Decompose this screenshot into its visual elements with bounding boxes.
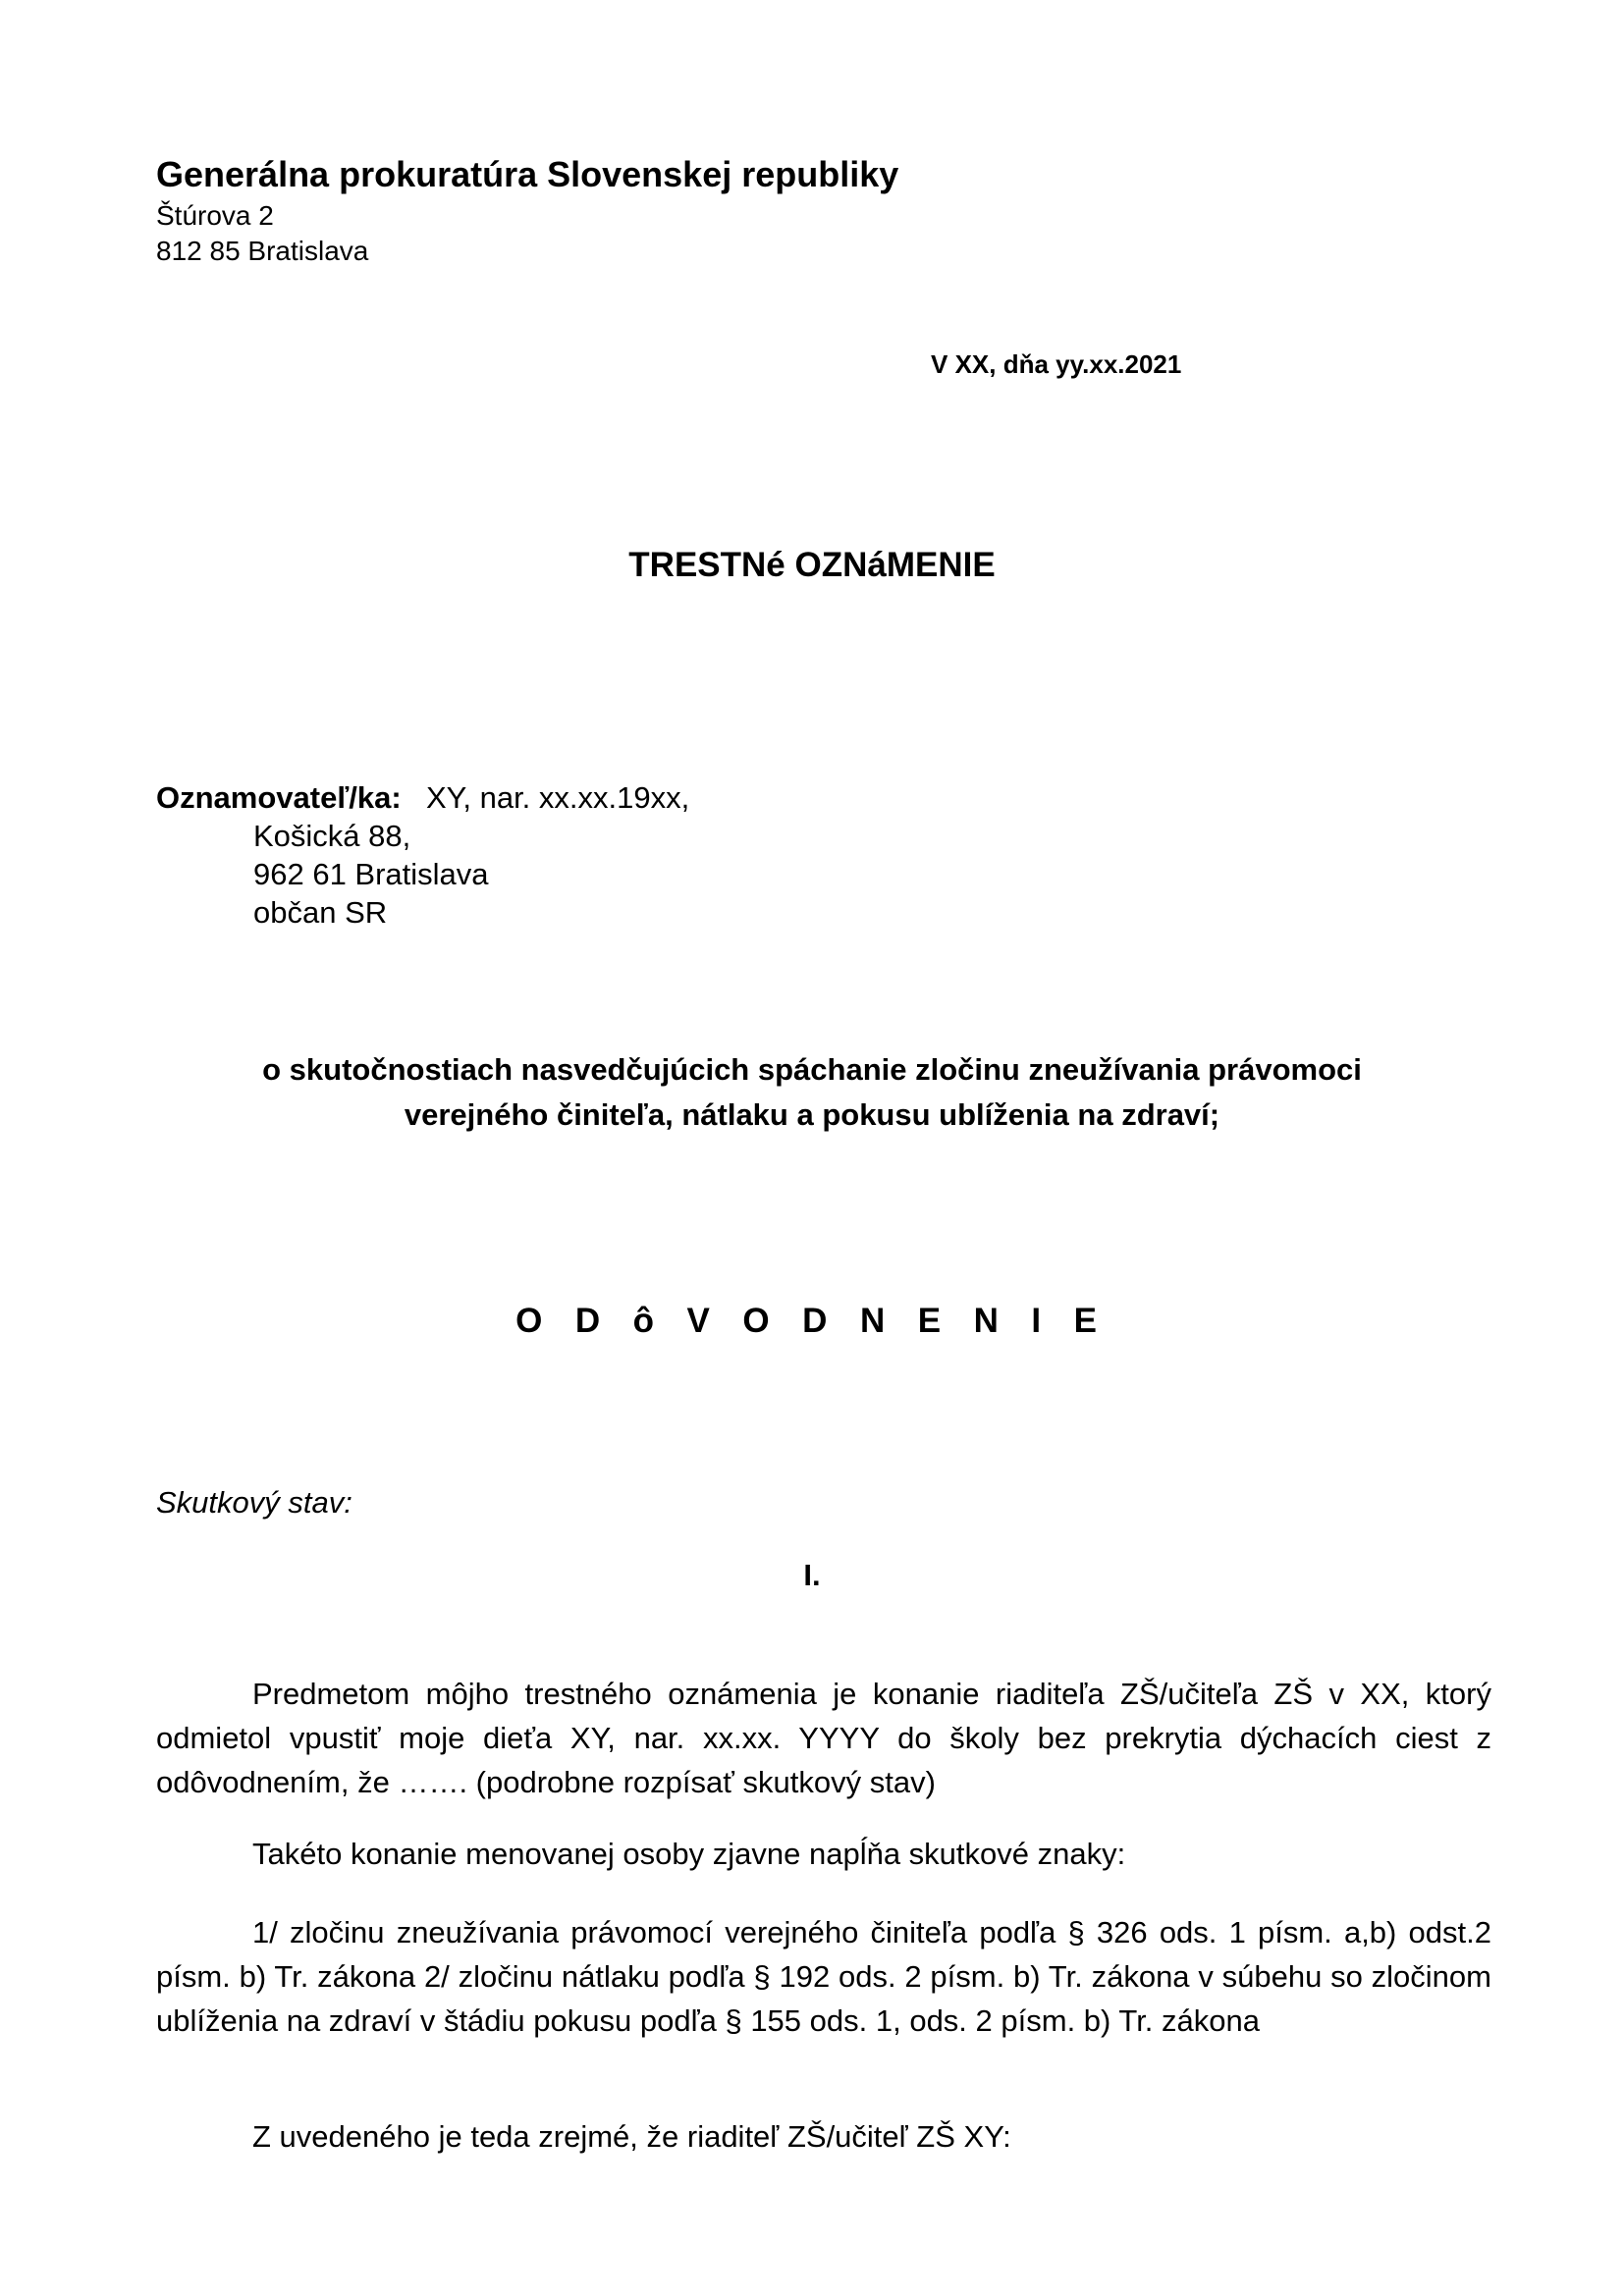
document-title: TRESTNé OZNáMENIE — [628, 546, 996, 584]
notifier-citizenship: občan SR — [253, 895, 388, 930]
paragraph-elements: Takéto konanie menovanej osoby zjavne napĺňa skutkové znaky: — [252, 1837, 1126, 1871]
notifier-city: 962 61 Bratislava — [253, 857, 489, 891]
subject-line-1: o skutočnostiach nasvedčujúcich spáchanie zločinu zneužívania právomoci — [262, 1052, 1362, 1087]
subject-line-2: verejného činiteľa, nátlaku a pokusu ublíženia na zdraví; — [404, 1097, 1220, 1132]
notifier-street: Košická 88, — [253, 819, 411, 853]
paragraph-crimes: 1/ zločinu zneužívania právomocí verejného činiteľa podľa § 326 ods. 1 písm. a,b) odst.2 písm. b) Tr. zákona 2/ zločinu nátlaku podľa § 192 ods. 2 písm. b) Tr. zákona v súbehu so zločinom ublíženia na zdraví v štádiu pokusu podľa § 155 ods. 1, ods. 2 písm. b) Tr. zákona — [156, 1915, 1491, 2038]
reasoning-heading: O D ô V O D N E N I E — [515, 1302, 1109, 1340]
paragraph-subject: Predmetom môjho trestného oznámenia je konanie riaditeľa ZŠ/učiteľa ZŠ v XX, ktorý odmietol vpustiť moje dieťa XY, nar. xx.xx. YYYY do školy bez prekrytia dýchacích ciest z odôvodnením, že ……. (podrobne rozpísať skutkový stav) — [156, 1677, 1491, 1799]
date-line: V XX, dňa yy.xx.2021 — [931, 349, 1182, 379]
addressee-street: Štúrova 2 — [156, 200, 274, 231]
addressee-name: Generálna prokuratúra Slovenskej republiky — [156, 154, 899, 194]
section-number: I. — [803, 1558, 821, 1592]
facts-heading: Skutkový stav: — [156, 1485, 352, 1520]
addressee-city: 812 85 Bratislava — [156, 236, 369, 266]
notifier-label: Oznamovateľ/ka: — [156, 780, 402, 815]
notifier-value: XY, nar. xx.xx.19xx, — [426, 780, 690, 815]
paragraph-conclusion: Z uvedeného je teda zrejmé, že riaditeľ ZŠ/učiteľ ZŠ XY: — [252, 2119, 1011, 2154]
